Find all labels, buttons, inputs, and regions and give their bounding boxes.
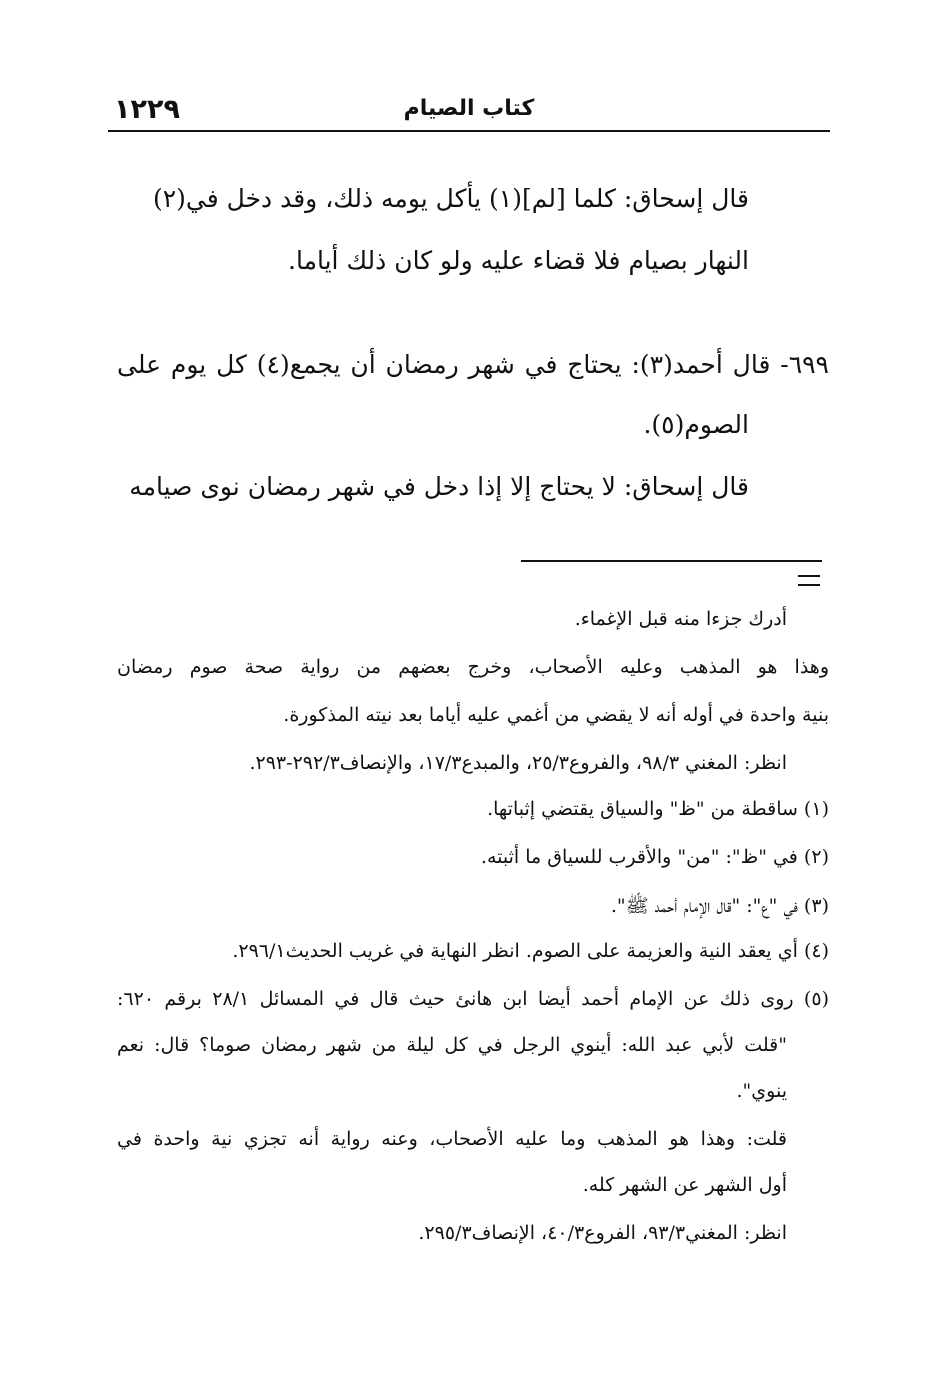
main-line: الصوم(٥).: [643, 410, 749, 439]
footnote-3: (٣) في "ع": "قال الإمام أحمد ﷺ".: [610, 895, 829, 917]
main-line: النهار بصيام فلا قضاء عليه ولو كان ذلك أياما.: [288, 246, 749, 275]
footnote-4: (٤) أي يعقد النية والعزيمة على الصوم. انظر النهاية في غريب الحديث٢٩٦/١.: [232, 940, 829, 962]
page-number: ١٢٢٩: [114, 94, 180, 125]
footnote-2: (٢) في "ظ": "من" والأقرب للسياق ما أثبته.: [480, 846, 829, 868]
footnote-line: أدرك جزءا منه قبل الإغماء.: [574, 608, 787, 630]
footnote-line: ينوي".: [736, 1080, 787, 1102]
footnote-line: قلت: وهذا هو المذهب وما عليه الأصحاب، وعنه رواية أنه تجزي نية واحدة في: [117, 1128, 787, 1150]
page-header: [108, 84, 830, 132]
main-line-entry-699: ٦٩٩- قال أحمد(٣): يحتاج في شهر رمضان أن يجمع(٤) كل يوم على: [117, 350, 829, 379]
footnote-separator: [521, 560, 822, 562]
footnote-line: انظر: المغني ٩٨/٣، والفروع٢٥/٣، والمبدع١٧/٣، والإنصاف٢٩٢/٣-٢٩٣.: [249, 752, 787, 774]
footnote-line: بنية واحدة في أوله أنه لا يقضي من أغمي عليه أياما بعد نيته المذكورة.: [283, 704, 829, 726]
footnote-line: انظر: المغني٩٣/٣، الفروع٤٠/٣، الإنصاف٢٩٥/٣.: [418, 1222, 787, 1244]
footnote-1: (١) ساقطة من "ظ" والسياق يقتضي إثباتها.: [487, 798, 829, 820]
book-title: كتاب الصيام: [403, 96, 535, 121]
footnote-5: (٥) روى ذلك عن الإمام أحمد أيضا ابن هانئ حيث قال في المسائل ٢٨/١ برقم ٦٢٠:: [117, 988, 829, 1010]
footnote-line: وهذا هو المذهب وعليه الأصحاب، وخرج بعضهم من رواية صحة صوم رمضان: [117, 656, 829, 678]
header-rule: [108, 130, 830, 132]
footnote-continuation-mark: [798, 575, 820, 586]
footnote-line: "قلت لأبي عبد الله: أينوي الرجل في كل ليلة من شهر رمضان صوما؟ قال: نعم: [117, 1034, 787, 1056]
footnote-line: أول الشهر عن الشهر كله.: [582, 1174, 787, 1196]
main-line: قال إسحاق: لا يحتاج إلا إذا دخل في شهر رمضان نوى صيامه: [129, 472, 749, 501]
main-line: قال إسحاق: كلما [لم](١) يأكل يومه ذلك، وقد دخل في(٢): [152, 184, 749, 213]
